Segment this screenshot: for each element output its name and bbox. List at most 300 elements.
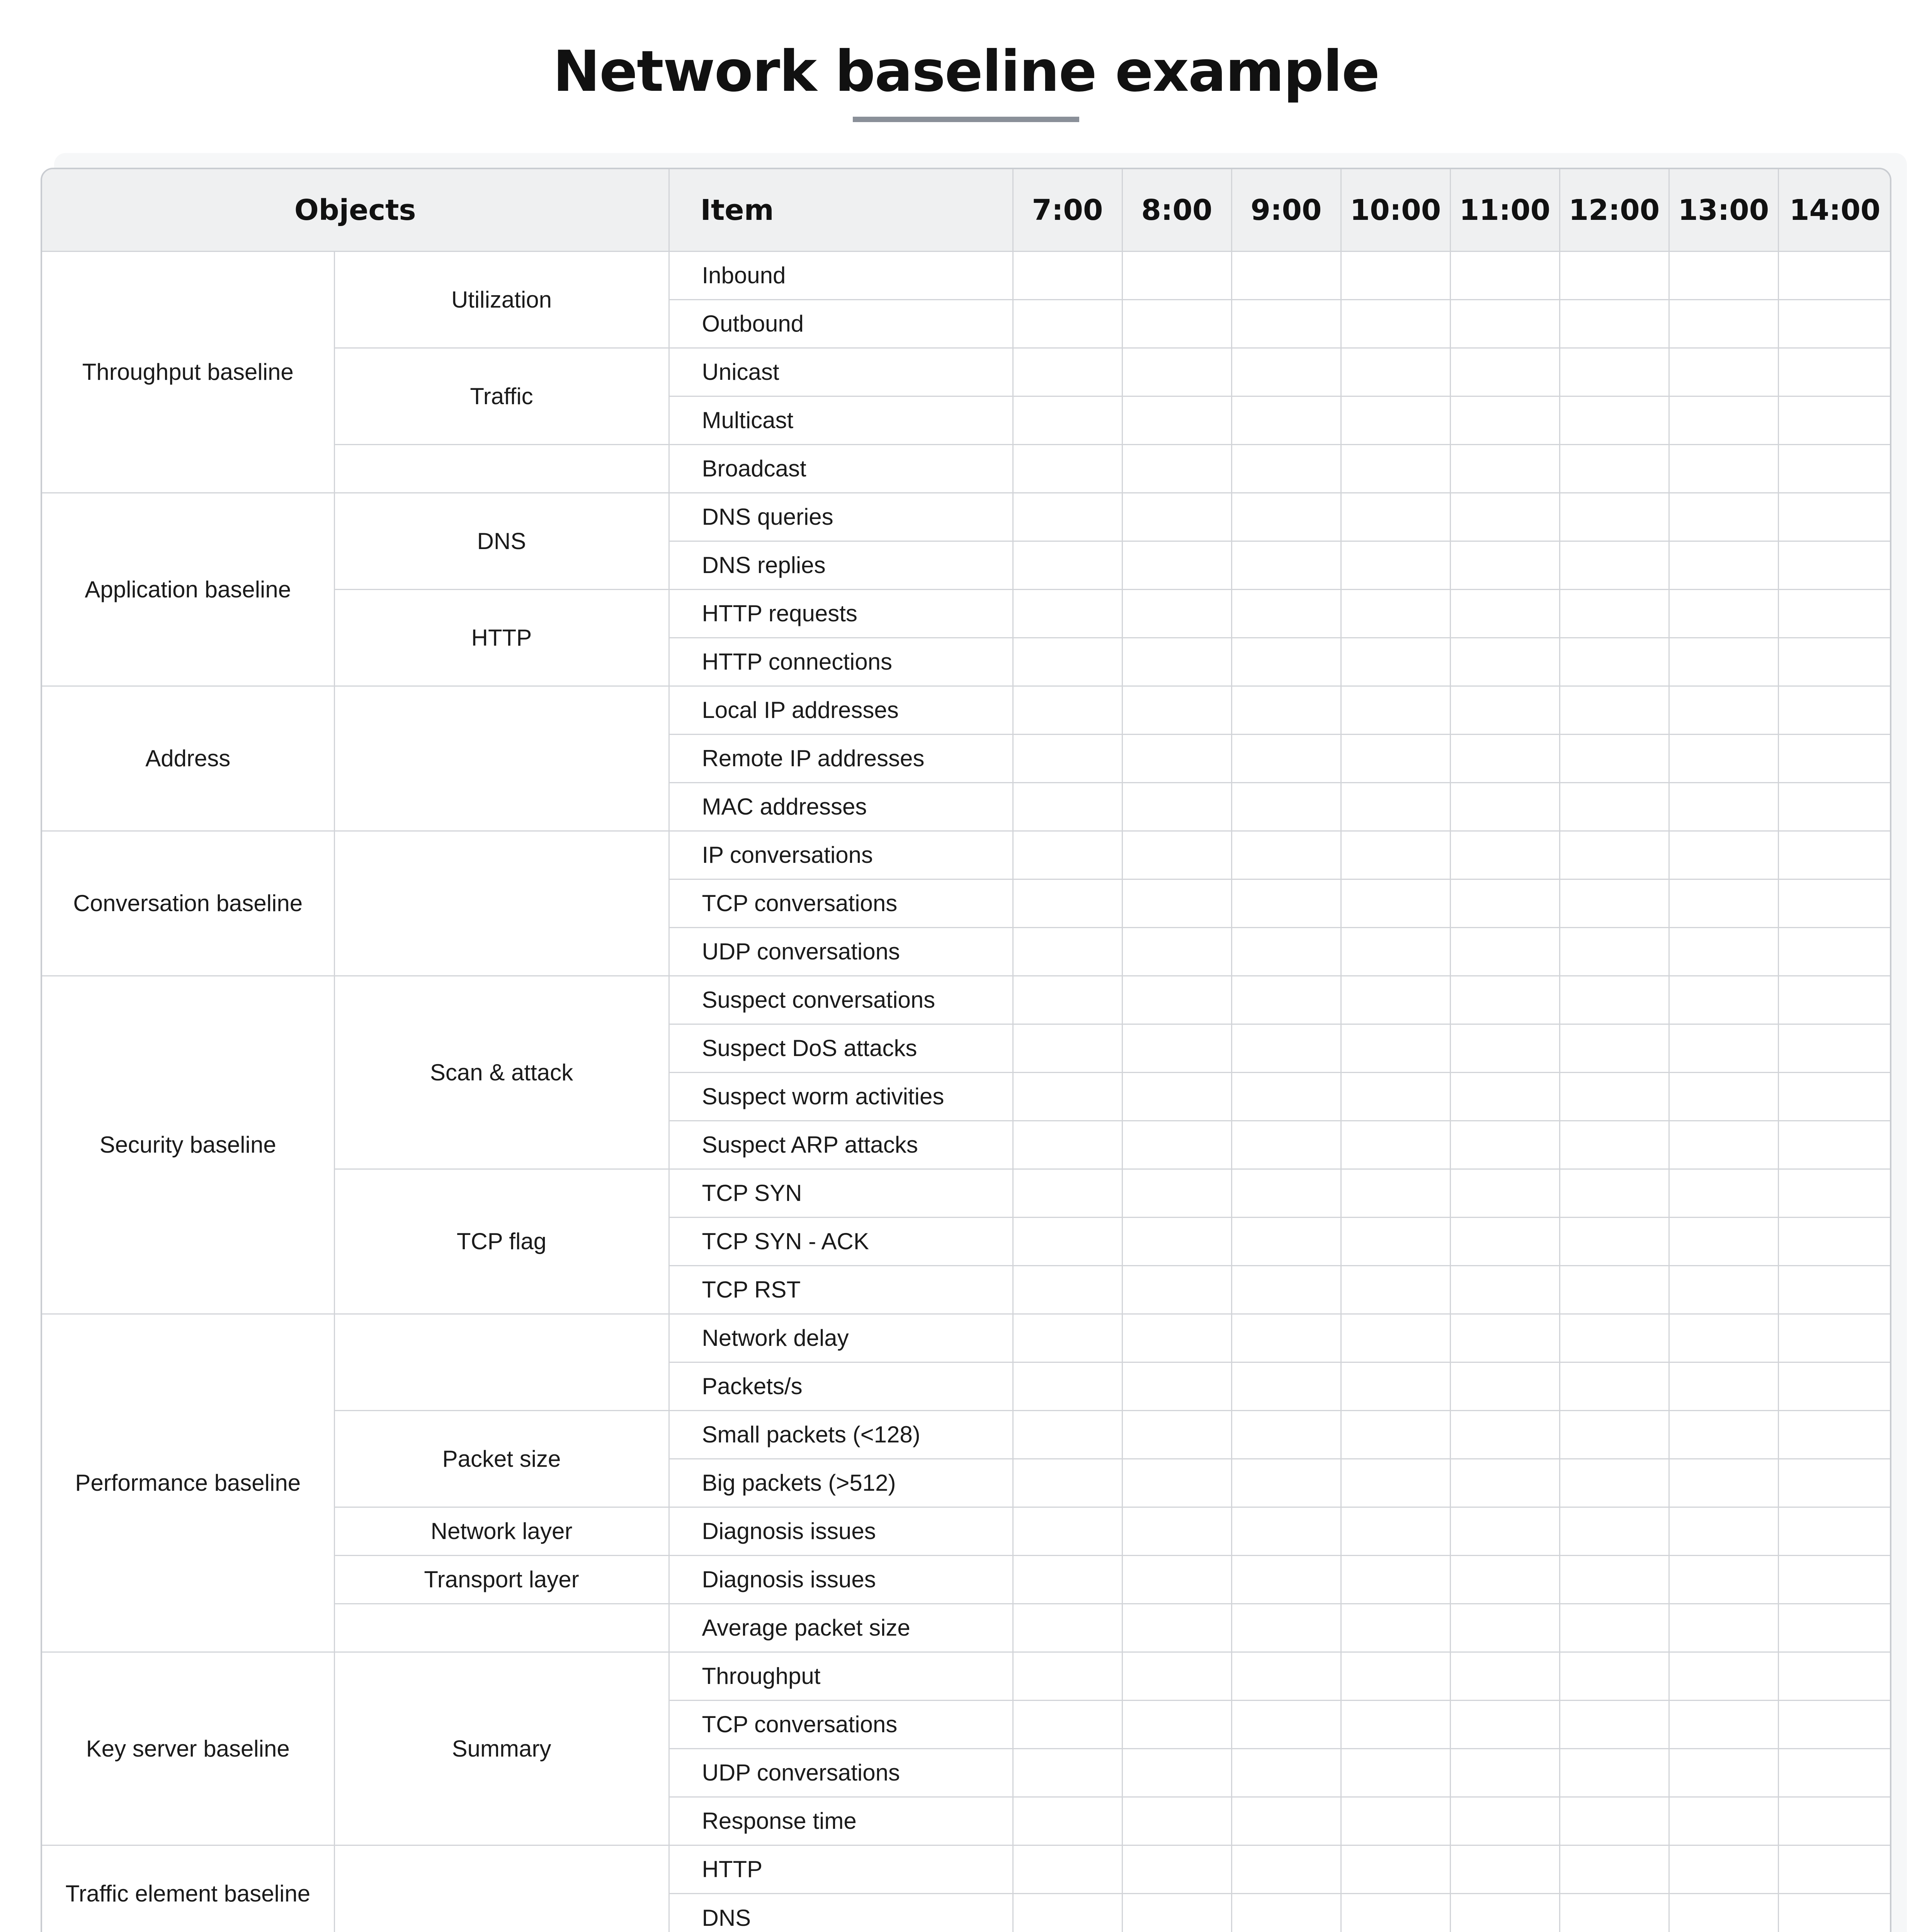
- hour-value-cell: [1122, 783, 1231, 831]
- hour-value-cell: [1560, 1362, 1669, 1411]
- hour-value-cell: [1450, 252, 1560, 300]
- hour-value-cell: [1669, 783, 1778, 831]
- hour-value-cell: [1669, 300, 1778, 348]
- hour-value-cell: [1122, 638, 1231, 686]
- hour-value-cell: [1669, 1556, 1778, 1604]
- table-row: [42, 252, 1891, 300]
- hour-value-cell: [1450, 735, 1560, 783]
- hour-value-cell: [1341, 1701, 1450, 1749]
- hour-value-cell: [1231, 1556, 1341, 1604]
- hour-value-cell: [1341, 590, 1450, 638]
- subgroup-cell: DNS: [334, 493, 669, 590]
- hour-value-cell: [1560, 590, 1669, 638]
- hour-value-cell: [1341, 1797, 1450, 1845]
- hour-value-cell: [1778, 1797, 1891, 1845]
- table-row: [42, 1845, 1891, 1894]
- hour-value-cell: [1669, 976, 1778, 1024]
- hour-value-cell: [1778, 1701, 1891, 1749]
- hour-value-cell: [1231, 1652, 1341, 1701]
- hour-value-cell: [1778, 1121, 1891, 1169]
- table-body: [42, 252, 1891, 1932]
- item-cell: Suspect worm activities: [669, 1073, 1013, 1121]
- subgroup-cell: [334, 445, 669, 493]
- hour-value-cell: [1122, 396, 1231, 445]
- hour-value-cell: [1778, 1073, 1891, 1121]
- hour-value-cell: [1560, 348, 1669, 396]
- hour-value-cell: [1341, 252, 1450, 300]
- header-hour: 11:00: [1450, 169, 1560, 252]
- hour-value-cell: [1560, 1556, 1669, 1604]
- hour-value-cell: [1231, 976, 1341, 1024]
- hour-value-cell: [1122, 686, 1231, 735]
- hour-value-cell: [1122, 1169, 1231, 1218]
- hour-value-cell: [1231, 638, 1341, 686]
- hour-value-cell: [1231, 1073, 1341, 1121]
- table-row: [42, 493, 1891, 541]
- hour-value-cell: [1669, 1024, 1778, 1073]
- hour-value-cell: [1231, 783, 1341, 831]
- hour-value-cell: [1231, 1604, 1341, 1652]
- hour-value-cell: [1669, 686, 1778, 735]
- hour-value-cell: [1560, 1169, 1669, 1218]
- hour-value-cell: [1122, 928, 1231, 976]
- hour-value-cell: [1013, 686, 1122, 735]
- hour-value-cell: [1231, 1797, 1341, 1845]
- hour-value-cell: [1778, 1604, 1891, 1652]
- subgroup-cell: Network layer: [334, 1507, 669, 1556]
- hour-value-cell: [1560, 1459, 1669, 1507]
- hour-value-cell: [1122, 976, 1231, 1024]
- hour-value-cell: [1341, 396, 1450, 445]
- hour-value-cell: [1231, 1459, 1341, 1507]
- hour-value-cell: [1122, 1507, 1231, 1556]
- hour-value-cell: [1778, 252, 1891, 300]
- header-item: Item: [669, 169, 1013, 252]
- hour-value-cell: [1231, 879, 1341, 928]
- hour-value-cell: [1669, 590, 1778, 638]
- hour-value-cell: [1013, 590, 1122, 638]
- hour-value-cell: [1450, 1121, 1560, 1169]
- hour-value-cell: [1231, 686, 1341, 735]
- hour-value-cell: [1450, 1507, 1560, 1556]
- hour-value-cell: [1122, 831, 1231, 879]
- hour-value-cell: [1341, 1894, 1450, 1932]
- hour-value-cell: [1013, 928, 1122, 976]
- item-cell: Suspect conversations: [669, 976, 1013, 1024]
- hour-value-cell: [1341, 493, 1450, 541]
- item-cell: DNS queries: [669, 493, 1013, 541]
- hour-value-cell: [1341, 1314, 1450, 1362]
- hour-value-cell: [1122, 1024, 1231, 1073]
- hour-value-cell: [1450, 928, 1560, 976]
- hour-value-cell: [1560, 1507, 1669, 1556]
- object-cell: Key server baseline: [42, 1652, 334, 1845]
- subgroup-cell: Packet size: [334, 1411, 669, 1507]
- hour-value-cell: [1778, 1459, 1891, 1507]
- hour-value-cell: [1778, 445, 1891, 493]
- hour-value-cell: [1341, 976, 1450, 1024]
- table-row: [42, 1652, 1891, 1701]
- hour-value-cell: [1341, 348, 1450, 396]
- hour-value-cell: [1013, 252, 1122, 300]
- hour-value-cell: [1669, 1652, 1778, 1701]
- subgroup-cell: Transport layer: [334, 1556, 669, 1604]
- item-cell: Big packets (>512): [669, 1459, 1013, 1507]
- hour-value-cell: [1013, 976, 1122, 1024]
- item-cell: UDP conversations: [669, 928, 1013, 976]
- hour-value-cell: [1231, 1845, 1341, 1894]
- hour-value-cell: [1341, 928, 1450, 976]
- hour-value-cell: [1560, 928, 1669, 976]
- hour-value-cell: [1669, 396, 1778, 445]
- hour-value-cell: [1231, 928, 1341, 976]
- hour-value-cell: [1450, 1845, 1560, 1894]
- hour-value-cell: [1341, 638, 1450, 686]
- hour-value-cell: [1669, 1073, 1778, 1121]
- hour-value-cell: [1231, 1024, 1341, 1073]
- hour-value-cell: [1778, 1652, 1891, 1701]
- hour-value-cell: [1669, 638, 1778, 686]
- hour-value-cell: [1450, 396, 1560, 445]
- hour-value-cell: [1778, 1845, 1891, 1894]
- hour-value-cell: [1778, 1749, 1891, 1797]
- hour-value-cell: [1122, 348, 1231, 396]
- hour-value-cell: [1341, 1604, 1450, 1652]
- hour-value-cell: [1013, 348, 1122, 396]
- hour-value-cell: [1450, 1556, 1560, 1604]
- hour-value-cell: [1013, 1749, 1122, 1797]
- item-cell: HTTP: [669, 1845, 1013, 1894]
- hour-value-cell: [1013, 1459, 1122, 1507]
- hour-value-cell: [1013, 1797, 1122, 1845]
- hour-value-cell: [1450, 1169, 1560, 1218]
- hour-value-cell: [1450, 1797, 1560, 1845]
- hour-value-cell: [1778, 1894, 1891, 1932]
- hour-value-cell: [1013, 541, 1122, 590]
- hour-value-cell: [1122, 1701, 1231, 1749]
- hour-value-cell: [1560, 976, 1669, 1024]
- hour-value-cell: [1013, 1362, 1122, 1411]
- hour-value-cell: [1341, 1218, 1450, 1266]
- item-cell: TCP SYN: [669, 1169, 1013, 1218]
- hour-value-cell: [1560, 1797, 1669, 1845]
- hour-value-cell: [1778, 976, 1891, 1024]
- header-hour: 8:00: [1122, 169, 1231, 252]
- hour-value-cell: [1013, 493, 1122, 541]
- hour-value-cell: [1341, 879, 1450, 928]
- item-cell: TCP SYN - ACK: [669, 1218, 1013, 1266]
- hour-value-cell: [1778, 1024, 1891, 1073]
- hour-value-cell: [1669, 493, 1778, 541]
- hour-value-cell: [1669, 1459, 1778, 1507]
- hour-value-cell: [1450, 1411, 1560, 1459]
- hour-value-cell: [1669, 928, 1778, 976]
- hour-value-cell: [1450, 1266, 1560, 1314]
- hour-value-cell: [1122, 1894, 1231, 1932]
- hour-value-cell: [1341, 541, 1450, 590]
- baseline-table: [42, 169, 1891, 1932]
- hour-value-cell: [1450, 493, 1560, 541]
- item-cell: Inbound: [669, 252, 1013, 300]
- hour-value-cell: [1450, 1362, 1560, 1411]
- hour-value-cell: [1450, 879, 1560, 928]
- hour-value-cell: [1122, 252, 1231, 300]
- hour-value-cell: [1669, 879, 1778, 928]
- hour-value-cell: [1560, 445, 1669, 493]
- hour-value-cell: [1231, 348, 1341, 396]
- hour-value-cell: [1231, 1701, 1341, 1749]
- hour-value-cell: [1450, 1749, 1560, 1797]
- hour-value-cell: [1778, 879, 1891, 928]
- hour-value-cell: [1450, 1652, 1560, 1701]
- hour-value-cell: [1013, 1556, 1122, 1604]
- object-cell: Address: [42, 686, 334, 831]
- hour-value-cell: [1122, 445, 1231, 493]
- hour-value-cell: [1013, 1507, 1122, 1556]
- hour-value-cell: [1231, 1411, 1341, 1459]
- hour-value-cell: [1013, 396, 1122, 445]
- object-cell: Traffic element baseline: [42, 1845, 334, 1932]
- hour-value-cell: [1122, 493, 1231, 541]
- hour-value-cell: [1560, 1411, 1669, 1459]
- hour-value-cell: [1669, 445, 1778, 493]
- hour-value-cell: [1013, 1073, 1122, 1121]
- hour-value-cell: [1778, 1266, 1891, 1314]
- hour-value-cell: [1013, 1314, 1122, 1362]
- object-cell: Application baseline: [42, 493, 334, 686]
- hour-value-cell: [1560, 783, 1669, 831]
- hour-value-cell: [1231, 1894, 1341, 1932]
- hour-value-cell: [1013, 1218, 1122, 1266]
- hour-value-cell: [1122, 1314, 1231, 1362]
- hour-value-cell: [1231, 1749, 1341, 1797]
- header-hour: 7:00: [1013, 169, 1122, 252]
- hour-value-cell: [1122, 1459, 1231, 1507]
- hour-value-cell: [1231, 1169, 1341, 1218]
- table-row: [42, 1314, 1891, 1362]
- hour-value-cell: [1560, 638, 1669, 686]
- hour-value-cell: [1341, 735, 1450, 783]
- hour-value-cell: [1450, 445, 1560, 493]
- hour-value-cell: [1122, 1411, 1231, 1459]
- hour-value-cell: [1341, 1845, 1450, 1894]
- hour-value-cell: [1560, 541, 1669, 590]
- hour-value-cell: [1450, 831, 1560, 879]
- hour-value-cell: [1122, 1266, 1231, 1314]
- object-cell: Security baseline: [42, 976, 334, 1314]
- hour-value-cell: [1560, 1218, 1669, 1266]
- hour-value-cell: [1013, 1894, 1122, 1932]
- subgroup-cell: [334, 1604, 669, 1652]
- hour-value-cell: [1122, 1121, 1231, 1169]
- hour-value-cell: [1669, 1749, 1778, 1797]
- hour-value-cell: [1669, 1121, 1778, 1169]
- hour-value-cell: [1341, 1121, 1450, 1169]
- subgroup-cell: HTTP: [334, 590, 669, 686]
- item-cell: IP conversations: [669, 831, 1013, 879]
- item-cell: TCP conversations: [669, 879, 1013, 928]
- hour-value-cell: [1341, 1556, 1450, 1604]
- hour-value-cell: [1231, 735, 1341, 783]
- hour-value-cell: [1778, 493, 1891, 541]
- hour-value-cell: [1669, 1797, 1778, 1845]
- hour-value-cell: [1669, 1507, 1778, 1556]
- hour-value-cell: [1341, 1362, 1450, 1411]
- hour-value-cell: [1341, 1459, 1450, 1507]
- hour-value-cell: [1122, 300, 1231, 348]
- item-cell: DNS replies: [669, 541, 1013, 590]
- header-objects: Objects: [42, 169, 669, 252]
- hour-value-cell: [1013, 1121, 1122, 1169]
- hour-value-cell: [1450, 976, 1560, 1024]
- hour-value-cell: [1341, 1169, 1450, 1218]
- hour-value-cell: [1560, 1845, 1669, 1894]
- hour-value-cell: [1013, 1266, 1122, 1314]
- hour-value-cell: [1450, 1604, 1560, 1652]
- item-cell: Suspect ARP attacks: [669, 1121, 1013, 1169]
- hour-value-cell: [1013, 1701, 1122, 1749]
- header-hour: 9:00: [1231, 169, 1341, 252]
- hour-value-cell: [1013, 831, 1122, 879]
- hour-value-cell: [1231, 445, 1341, 493]
- hour-value-cell: [1341, 1266, 1450, 1314]
- hour-value-cell: [1560, 1604, 1669, 1652]
- hour-value-cell: [1231, 831, 1341, 879]
- hour-value-cell: [1560, 493, 1669, 541]
- hour-value-cell: [1231, 1218, 1341, 1266]
- header-hour: 13:00: [1669, 169, 1778, 252]
- item-cell: Diagnosis issues: [669, 1507, 1013, 1556]
- hour-value-cell: [1341, 831, 1450, 879]
- hour-value-cell: [1122, 879, 1231, 928]
- hour-value-cell: [1450, 1218, 1560, 1266]
- item-cell: Broadcast: [669, 445, 1013, 493]
- hour-value-cell: [1341, 300, 1450, 348]
- hour-value-cell: [1341, 445, 1450, 493]
- hour-value-cell: [1122, 735, 1231, 783]
- item-cell: Remote IP addresses: [669, 735, 1013, 783]
- hour-value-cell: [1778, 1556, 1891, 1604]
- hour-value-cell: [1778, 1362, 1891, 1411]
- hour-value-cell: [1560, 252, 1669, 300]
- subgroup-cell: Scan & attack: [334, 976, 669, 1169]
- hour-value-cell: [1341, 1024, 1450, 1073]
- item-cell: HTTP requests: [669, 590, 1013, 638]
- hour-value-cell: [1560, 300, 1669, 348]
- hour-value-cell: [1560, 1749, 1669, 1797]
- subgroup-cell: Utilization: [334, 252, 669, 348]
- hour-value-cell: [1560, 1894, 1669, 1932]
- hour-value-cell: [1450, 686, 1560, 735]
- header-row: [42, 169, 1891, 252]
- hour-value-cell: [1560, 686, 1669, 735]
- page-title: Network baseline example: [553, 39, 1379, 104]
- hour-value-cell: [1013, 1652, 1122, 1701]
- hour-value-cell: [1013, 735, 1122, 783]
- table-row: [42, 976, 1891, 1024]
- hour-value-cell: [1013, 638, 1122, 686]
- hour-value-cell: [1231, 493, 1341, 541]
- hour-value-cell: [1778, 1218, 1891, 1266]
- item-cell: MAC addresses: [669, 783, 1013, 831]
- hour-value-cell: [1450, 783, 1560, 831]
- hour-value-cell: [1778, 541, 1891, 590]
- hour-value-cell: [1231, 300, 1341, 348]
- hour-value-cell: [1669, 1411, 1778, 1459]
- header-hour: 12:00: [1560, 169, 1669, 252]
- hour-value-cell: [1560, 879, 1669, 928]
- hour-value-cell: [1122, 1797, 1231, 1845]
- item-cell: DNS: [669, 1894, 1013, 1932]
- hour-value-cell: [1231, 590, 1341, 638]
- hour-value-cell: [1669, 541, 1778, 590]
- hour-value-cell: [1013, 1169, 1122, 1218]
- hour-value-cell: [1778, 348, 1891, 396]
- hour-value-cell: [1231, 1362, 1341, 1411]
- hour-value-cell: [1669, 831, 1778, 879]
- hour-value-cell: [1122, 1652, 1231, 1701]
- subgroup-cell: Summary: [334, 1652, 669, 1845]
- hour-value-cell: [1560, 735, 1669, 783]
- hour-value-cell: [1669, 1362, 1778, 1411]
- hour-value-cell: [1231, 396, 1341, 445]
- hour-value-cell: [1013, 300, 1122, 348]
- item-cell: Average packet size: [669, 1604, 1013, 1652]
- hour-value-cell: [1778, 590, 1891, 638]
- hour-value-cell: [1122, 590, 1231, 638]
- hour-value-cell: [1669, 735, 1778, 783]
- hour-value-cell: [1013, 879, 1122, 928]
- hour-value-cell: [1778, 1411, 1891, 1459]
- hour-value-cell: [1013, 445, 1122, 493]
- hour-value-cell: [1560, 1121, 1669, 1169]
- item-cell: HTTP connections: [669, 638, 1013, 686]
- hour-value-cell: [1122, 1749, 1231, 1797]
- hour-value-cell: [1669, 1218, 1778, 1266]
- hour-value-cell: [1231, 1507, 1341, 1556]
- item-cell: Response time: [669, 1797, 1013, 1845]
- hour-value-cell: [1778, 735, 1891, 783]
- hour-value-cell: [1341, 1507, 1450, 1556]
- hour-value-cell: [1450, 348, 1560, 396]
- hour-value-cell: [1341, 1073, 1450, 1121]
- hour-value-cell: [1231, 1314, 1341, 1362]
- hour-value-cell: [1669, 1845, 1778, 1894]
- item-cell: Packets/s: [669, 1362, 1013, 1411]
- subgroup-cell: Traffic: [334, 348, 669, 445]
- hour-value-cell: [1450, 1024, 1560, 1073]
- hour-value-cell: [1560, 1024, 1669, 1073]
- item-cell: UDP conversations: [669, 1749, 1013, 1797]
- hour-value-cell: [1778, 300, 1891, 348]
- item-cell: TCP RST: [669, 1266, 1013, 1314]
- hour-value-cell: [1778, 1169, 1891, 1218]
- hour-value-cell: [1669, 1701, 1778, 1749]
- hour-value-cell: [1122, 1556, 1231, 1604]
- subgroup-cell: [334, 831, 669, 976]
- subgroup-cell: [334, 686, 669, 831]
- hour-value-cell: [1669, 1169, 1778, 1218]
- table-row: [42, 686, 1891, 735]
- hour-value-cell: [1450, 1459, 1560, 1507]
- hour-value-cell: [1231, 1266, 1341, 1314]
- hour-value-cell: [1778, 831, 1891, 879]
- hour-value-cell: [1231, 252, 1341, 300]
- subgroup-cell: [334, 1314, 669, 1411]
- hour-value-cell: [1013, 1845, 1122, 1894]
- hour-value-cell: [1669, 1894, 1778, 1932]
- hour-value-cell: [1778, 686, 1891, 735]
